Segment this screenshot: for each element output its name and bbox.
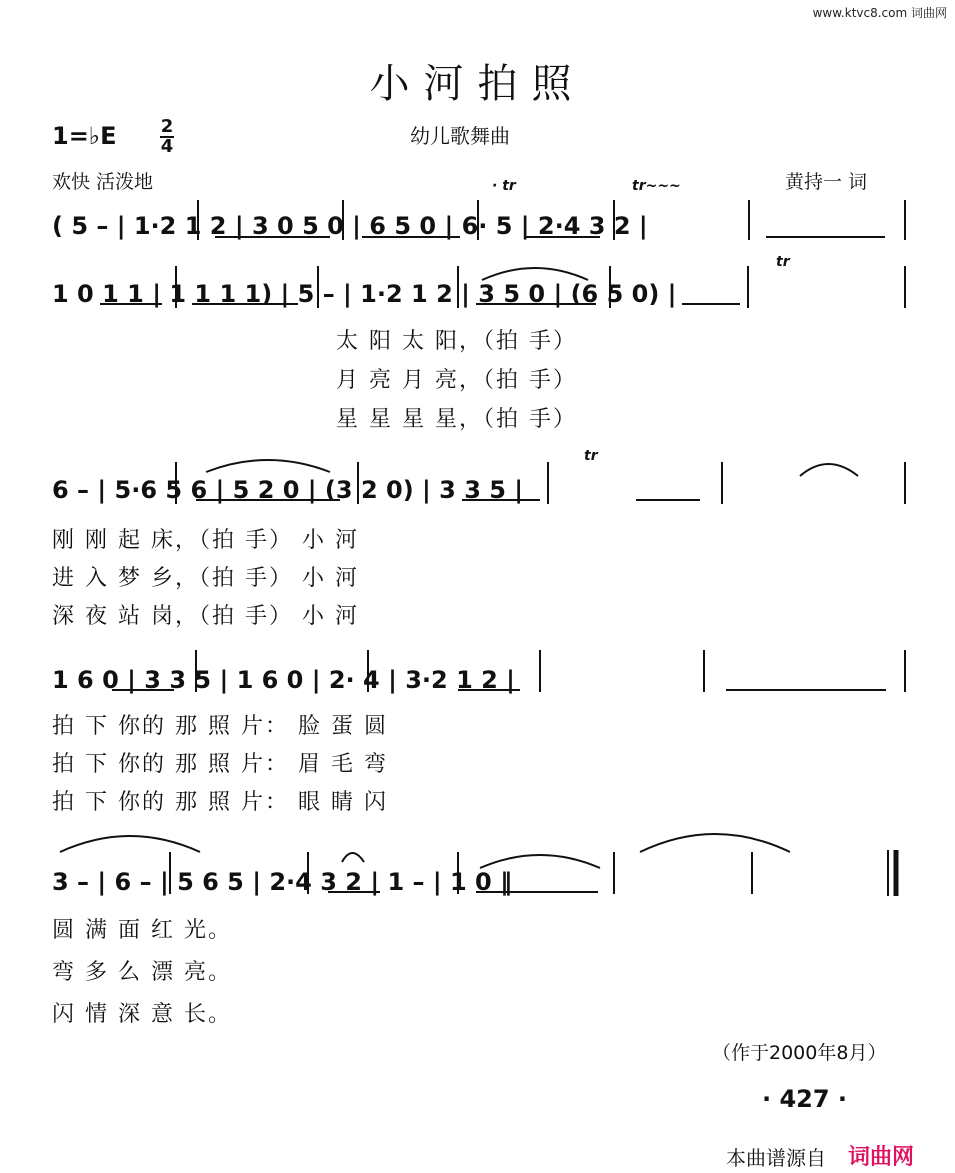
source-brand: 词曲网 (848, 1145, 915, 1170)
notation-row-3: 6 – | 5·6 5 6 | 5 2 0 | (3 2 0) | 3 3 5 | (52, 476, 524, 504)
staff-lines-row-5 (0, 822, 955, 912)
lyric-line: 刚 刚 起 床，（拍 手） 小 河 (52, 528, 359, 553)
staff-lines-row-2 (0, 254, 955, 324)
lyrics-block-4 (52, 708, 388, 822)
lyric-line: 深 夜 站 岗，（拍 手） 小 河 (52, 604, 359, 629)
lyrics-block-3 (52, 522, 359, 636)
composition-date: （作于2000年8月） (712, 1042, 887, 1064)
lyric-line: 圆 满 面 红 光。 (52, 918, 232, 943)
lyric-line: 月 亮 月 亮，（拍 手） (336, 368, 577, 393)
lyric-line: 拍 下 你的 那 照 片： 眉 毛 弯 (52, 752, 388, 777)
trill-mark: · tr (492, 178, 516, 194)
lyric-line: 拍 下 你的 那 照 片： 脸 蛋 圆 (52, 714, 388, 739)
trill-mark: tr (776, 254, 790, 270)
lyrics-block-2 (336, 322, 577, 439)
lyrics-block-5 (52, 910, 232, 1036)
lyric-line: 弯 多 么 漂 亮。 (52, 960, 232, 985)
lyric-line: 闪 情 深 意 长。 (52, 1002, 232, 1027)
song-title: 小河拍照 (369, 61, 586, 107)
notation-row-5: 3 – | 6 – | 5 6 5 | 2·4 3 2 | 1 – | 1 0 ‖ (52, 868, 513, 896)
lyric-line: 星 星 星 星，（拍 手） (336, 407, 577, 432)
tempo-marking: 欢快 活泼地 (52, 171, 154, 193)
lyricist-credit: 黄持一 词 (785, 171, 868, 193)
staff-lines-row-1 (0, 196, 955, 246)
staff-lines-row-3 (0, 450, 955, 520)
trill-mark: tr~~~ (632, 178, 681, 194)
lyric-line: 拍 下 你的 那 照 片： 眼 睛 闪 (52, 790, 388, 815)
page-number: · 427 · (762, 1085, 848, 1113)
staff-lines-row-4 (0, 642, 955, 702)
notation-row-4: 1 6 0 | 3 3 5 | 1 6 0 | 2· 4 | 3·2 1 2 | (52, 666, 515, 694)
notation-row-1: ( 5 – | 1·2 1 2 | 3 0 5 0 | 6 5 0 | 6· 5 | 2·4 3 2 | (52, 212, 648, 240)
key-signature: 1=♭E (52, 122, 117, 150)
source-label: 本曲谱源自 (726, 1146, 826, 1170)
notation-row-2: 1 0 1 1 | 1 1 1 1) | 5 – | 1·2 1 2 | 3 5 0 | (6 5 0) | (52, 280, 677, 308)
trill-mark: tr (584, 448, 598, 464)
time-bottom: 4 (160, 136, 174, 157)
lyric-line: 进 入 梦 乡，（拍 手） 小 河 (52, 566, 359, 591)
time-top: 2 (160, 116, 174, 137)
lyric-line: 太 阳 太 阳，（拍 手） (336, 329, 577, 354)
song-subtitle: 幼儿歌舞曲 (410, 124, 510, 148)
site-watermark: www.ktvc8.com 词曲网 (812, 6, 947, 20)
time-signature (160, 118, 174, 156)
